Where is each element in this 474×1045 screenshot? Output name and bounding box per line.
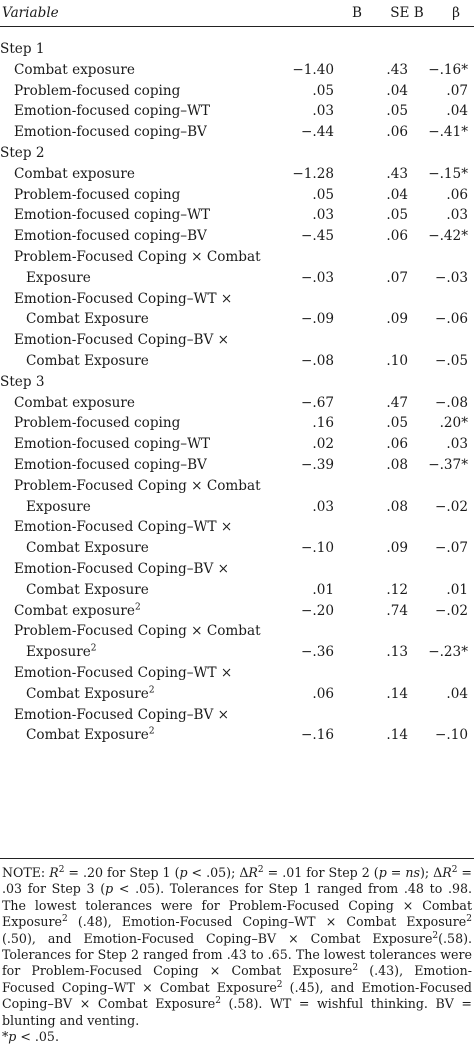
variable-label-cont bbox=[26, 352, 149, 370]
variable-text: Emotion-Focused Coping–BV × bbox=[14, 560, 230, 577]
table-row bbox=[0, 662, 474, 704]
variable-text: Emotion-focused coping–WT bbox=[14, 436, 211, 453]
table-row bbox=[0, 204, 474, 225]
cell-se-b: .06 bbox=[386, 228, 408, 245]
variable-text: Combat exposure bbox=[14, 61, 135, 78]
cell-se-b: .06 bbox=[386, 436, 408, 453]
variable-text: Combat Exposure bbox=[26, 540, 149, 557]
cell-se-b: .05 bbox=[386, 415, 408, 432]
cell-se-b: .43 bbox=[386, 165, 408, 182]
variable-text: Combat exposure bbox=[14, 165, 135, 182]
table-row bbox=[0, 620, 474, 662]
cell-se-b: .09 bbox=[386, 540, 408, 557]
cell-se-b: .43 bbox=[386, 61, 408, 78]
superscript: 2 bbox=[134, 601, 141, 612]
table-row bbox=[0, 121, 474, 142]
cell-se-b: .12 bbox=[386, 581, 408, 598]
variable-label bbox=[14, 206, 210, 224]
variable-text: Problem-Focused Coping × Combat bbox=[14, 477, 261, 494]
variable-text: Exposure bbox=[26, 498, 91, 515]
header-b: B bbox=[352, 5, 362, 21]
table-row bbox=[0, 392, 474, 413]
cell-b: −.45 bbox=[300, 228, 334, 245]
variable-text: Emotion-Focused Coping–BV × bbox=[14, 706, 230, 723]
variable-text: Exposure bbox=[26, 644, 91, 661]
table-row bbox=[0, 433, 474, 454]
variable-text: Emotion-focused coping–WT bbox=[14, 103, 211, 120]
variable-text: Combat exposure bbox=[14, 394, 135, 411]
cell-b: .06 bbox=[312, 685, 334, 702]
table-row bbox=[0, 600, 474, 621]
cell-beta: −.02 bbox=[434, 602, 468, 619]
step-label: Step 3 bbox=[0, 373, 45, 390]
cell-se-b: .14 bbox=[386, 685, 408, 702]
variable-text: Combat Exposure bbox=[26, 352, 149, 369]
variable-label bbox=[14, 227, 207, 245]
variable-label-cont bbox=[26, 685, 155, 703]
variable-text: Problem-Focused Coping × Combat bbox=[14, 623, 261, 640]
cell-se-b: .04 bbox=[386, 82, 408, 99]
cell-se-b: .08 bbox=[386, 498, 408, 515]
table-row bbox=[0, 454, 474, 475]
variable-text: Combat Exposure bbox=[26, 311, 149, 328]
variable-label-cont bbox=[26, 498, 91, 516]
table-row bbox=[0, 246, 474, 288]
cell-beta: −.05 bbox=[434, 352, 468, 369]
variable-label-cont bbox=[26, 726, 155, 744]
step-label: Step 1 bbox=[0, 41, 45, 57]
cell-se-b: .13 bbox=[386, 644, 408, 661]
cell-b: −.39 bbox=[300, 456, 334, 473]
table-row bbox=[0, 704, 474, 746]
superscript: 2 bbox=[90, 643, 97, 654]
cell-beta: −.10 bbox=[434, 727, 468, 744]
table-row bbox=[0, 516, 474, 558]
cell-beta: −.02 bbox=[434, 498, 468, 515]
cell-beta: −.03 bbox=[434, 269, 468, 286]
cell-beta: −.42* bbox=[428, 228, 468, 245]
table-body bbox=[0, 38, 474, 745]
cell-b: −.67 bbox=[300, 394, 334, 411]
variable-label bbox=[14, 456, 207, 474]
cell-beta: .07 bbox=[446, 82, 468, 99]
variable-label bbox=[14, 186, 180, 204]
cell-b: .03 bbox=[312, 103, 334, 120]
variable-text: Combat Exposure bbox=[26, 727, 149, 744]
cell-beta: −.41* bbox=[428, 124, 468, 141]
variable-text: Emotion-Focused Coping–WT × bbox=[14, 664, 233, 681]
cell-b: .05 bbox=[312, 82, 334, 99]
cell-b: −.10 bbox=[300, 540, 334, 557]
cell-beta: .01 bbox=[446, 581, 468, 598]
variable-text: Exposure bbox=[26, 269, 91, 286]
variable-text: Combat Exposure bbox=[26, 685, 149, 702]
table-row bbox=[0, 163, 474, 184]
variable-text: Combat Exposure bbox=[26, 581, 149, 598]
cell-se-b: .47 bbox=[386, 394, 408, 411]
variable-label-cont bbox=[26, 581, 149, 599]
cell-se-b: .14 bbox=[386, 727, 408, 744]
table-row bbox=[0, 100, 474, 121]
variable-label bbox=[14, 61, 135, 79]
header-variable: Variable bbox=[2, 5, 59, 21]
variable-text: Emotion-Focused Coping–WT × bbox=[14, 519, 233, 536]
cell-b: −.08 bbox=[300, 352, 334, 369]
cell-se-b: .05 bbox=[386, 207, 408, 224]
variable-label bbox=[14, 414, 180, 432]
variable-text: Emotion-focused coping–BV bbox=[14, 456, 207, 473]
variable-label bbox=[14, 165, 135, 183]
table-row bbox=[0, 475, 474, 517]
cell-beta: −.16* bbox=[428, 61, 468, 78]
cell-b: .01 bbox=[312, 581, 334, 598]
cell-beta: −.07 bbox=[434, 540, 468, 557]
step-row bbox=[0, 142, 474, 163]
cell-beta: .03 bbox=[446, 436, 468, 453]
step-row bbox=[0, 371, 474, 392]
variable-label bbox=[14, 123, 207, 141]
variable-label bbox=[14, 602, 141, 620]
header-se-b: SE B bbox=[390, 5, 424, 21]
table-row bbox=[0, 288, 474, 330]
table-row bbox=[0, 329, 474, 371]
cell-b: .03 bbox=[312, 207, 334, 224]
cell-beta: .04 bbox=[446, 685, 468, 702]
cell-beta: .03 bbox=[446, 207, 468, 224]
cell-se-b: .08 bbox=[386, 456, 408, 473]
cell-b: −1.40 bbox=[292, 61, 334, 78]
variable-label bbox=[14, 248, 261, 266]
variable-label bbox=[14, 331, 229, 349]
cell-se-b: .05 bbox=[386, 103, 408, 120]
cell-b: .05 bbox=[312, 186, 334, 203]
variable-label bbox=[14, 102, 210, 120]
cell-b: −.44 bbox=[300, 124, 334, 141]
cell-b: −.16 bbox=[300, 727, 334, 744]
cell-se-b: .04 bbox=[386, 186, 408, 203]
variable-label bbox=[14, 477, 261, 495]
variable-label-cont bbox=[26, 310, 149, 328]
table-header bbox=[0, 0, 474, 27]
cell-b: .02 bbox=[312, 436, 334, 453]
step-row bbox=[0, 38, 474, 59]
table-row bbox=[0, 59, 474, 80]
cell-b: −.20 bbox=[300, 602, 334, 619]
variable-label bbox=[14, 435, 210, 453]
superscript: 2 bbox=[148, 726, 155, 737]
cell-beta: −.23* bbox=[428, 644, 468, 661]
variable-label bbox=[14, 518, 232, 536]
header-beta: β bbox=[452, 5, 460, 21]
table-row bbox=[0, 225, 474, 246]
variable-text: Emotion-focused coping–WT bbox=[14, 207, 211, 224]
cell-se-b: .74 bbox=[386, 602, 408, 619]
variable-label-cont bbox=[26, 539, 149, 557]
cell-b: .16 bbox=[312, 415, 334, 432]
variable-text: Problem-focused coping bbox=[14, 415, 181, 432]
table-row bbox=[0, 184, 474, 205]
cell-beta: .20* bbox=[439, 415, 468, 432]
variable-text: Problem-focused coping bbox=[14, 186, 181, 203]
variable-text: Emotion-Focused Coping–WT × bbox=[14, 290, 233, 307]
variable-label bbox=[14, 290, 232, 308]
cell-beta: .04 bbox=[446, 103, 468, 120]
table-row bbox=[0, 80, 474, 101]
superscript: 2 bbox=[148, 685, 155, 696]
variable-text: Emotion-Focused Coping–BV × bbox=[14, 332, 230, 349]
cell-beta: −.37* bbox=[428, 456, 468, 473]
step-label: Step 2 bbox=[0, 144, 45, 161]
cell-beta: −.15* bbox=[428, 165, 468, 182]
cell-se-b: .09 bbox=[386, 311, 408, 328]
cell-beta: −.06 bbox=[434, 311, 468, 328]
table-row bbox=[0, 558, 474, 600]
table-note: NOTE: $R^2 = .20$ for Step 1 (p < .05); $\Delta R^2 = .01$ for Step 2 (p = ns); $\Delta R^2 = .03$ for Step 3 (p < .05). Tolerances for Step 1 ranged from .48 to .98. The lowest tolerances were for Problem-Focused Coping × Combat Exposure$^2$ (.48), Emotion-Focused Coping–WT × Combat Exposure$^2$ (.50), and Emotion-Focused Coping–BV × Combat Exposure$^2$(.58). Tolerances for Step 2 ranged from .43 to .65. The lowest tolerances were for Problem-Focused Coping × Combat Exposure$^2$ (.43), Emotion-Focused Coping–WT × Combat Exposure$^2$ (.45), and Emotion-Focused Coping–BV × Combat Exposure$^2$ (.58). WT = wishful thinking. BV = blunting and venting. *p < .05. bbox=[2, 864, 472, 1045]
variable-label bbox=[14, 82, 180, 100]
variable-text: Combat exposure bbox=[14, 602, 135, 619]
variable-label bbox=[14, 394, 135, 412]
variable-label-cont bbox=[26, 269, 91, 287]
cell-b: −.03 bbox=[300, 269, 334, 286]
cell-se-b: .10 bbox=[386, 352, 408, 369]
variable-label bbox=[14, 560, 229, 578]
variable-text: Problem-focused coping bbox=[14, 82, 181, 99]
cell-beta: −.08 bbox=[434, 394, 468, 411]
table-row bbox=[0, 412, 474, 433]
variable-text: Problem-Focused Coping × Combat bbox=[14, 248, 261, 265]
variable-label-cont bbox=[26, 643, 96, 661]
cell-se-b: .06 bbox=[386, 124, 408, 141]
variable-label bbox=[14, 664, 232, 682]
cell-b: −1.28 bbox=[292, 165, 334, 182]
variable-label bbox=[14, 622, 261, 640]
cell-beta: .06 bbox=[446, 186, 468, 203]
table-bottom-rule bbox=[0, 858, 474, 859]
variable-text: Emotion-focused coping–BV bbox=[14, 228, 207, 245]
variable-text: Emotion-focused coping–BV bbox=[14, 124, 207, 141]
variable-label bbox=[14, 706, 229, 724]
cell-b: .03 bbox=[312, 498, 334, 515]
cell-b: −.36 bbox=[300, 644, 334, 661]
cell-se-b: .07 bbox=[386, 269, 408, 286]
cell-b: −.09 bbox=[300, 311, 334, 328]
